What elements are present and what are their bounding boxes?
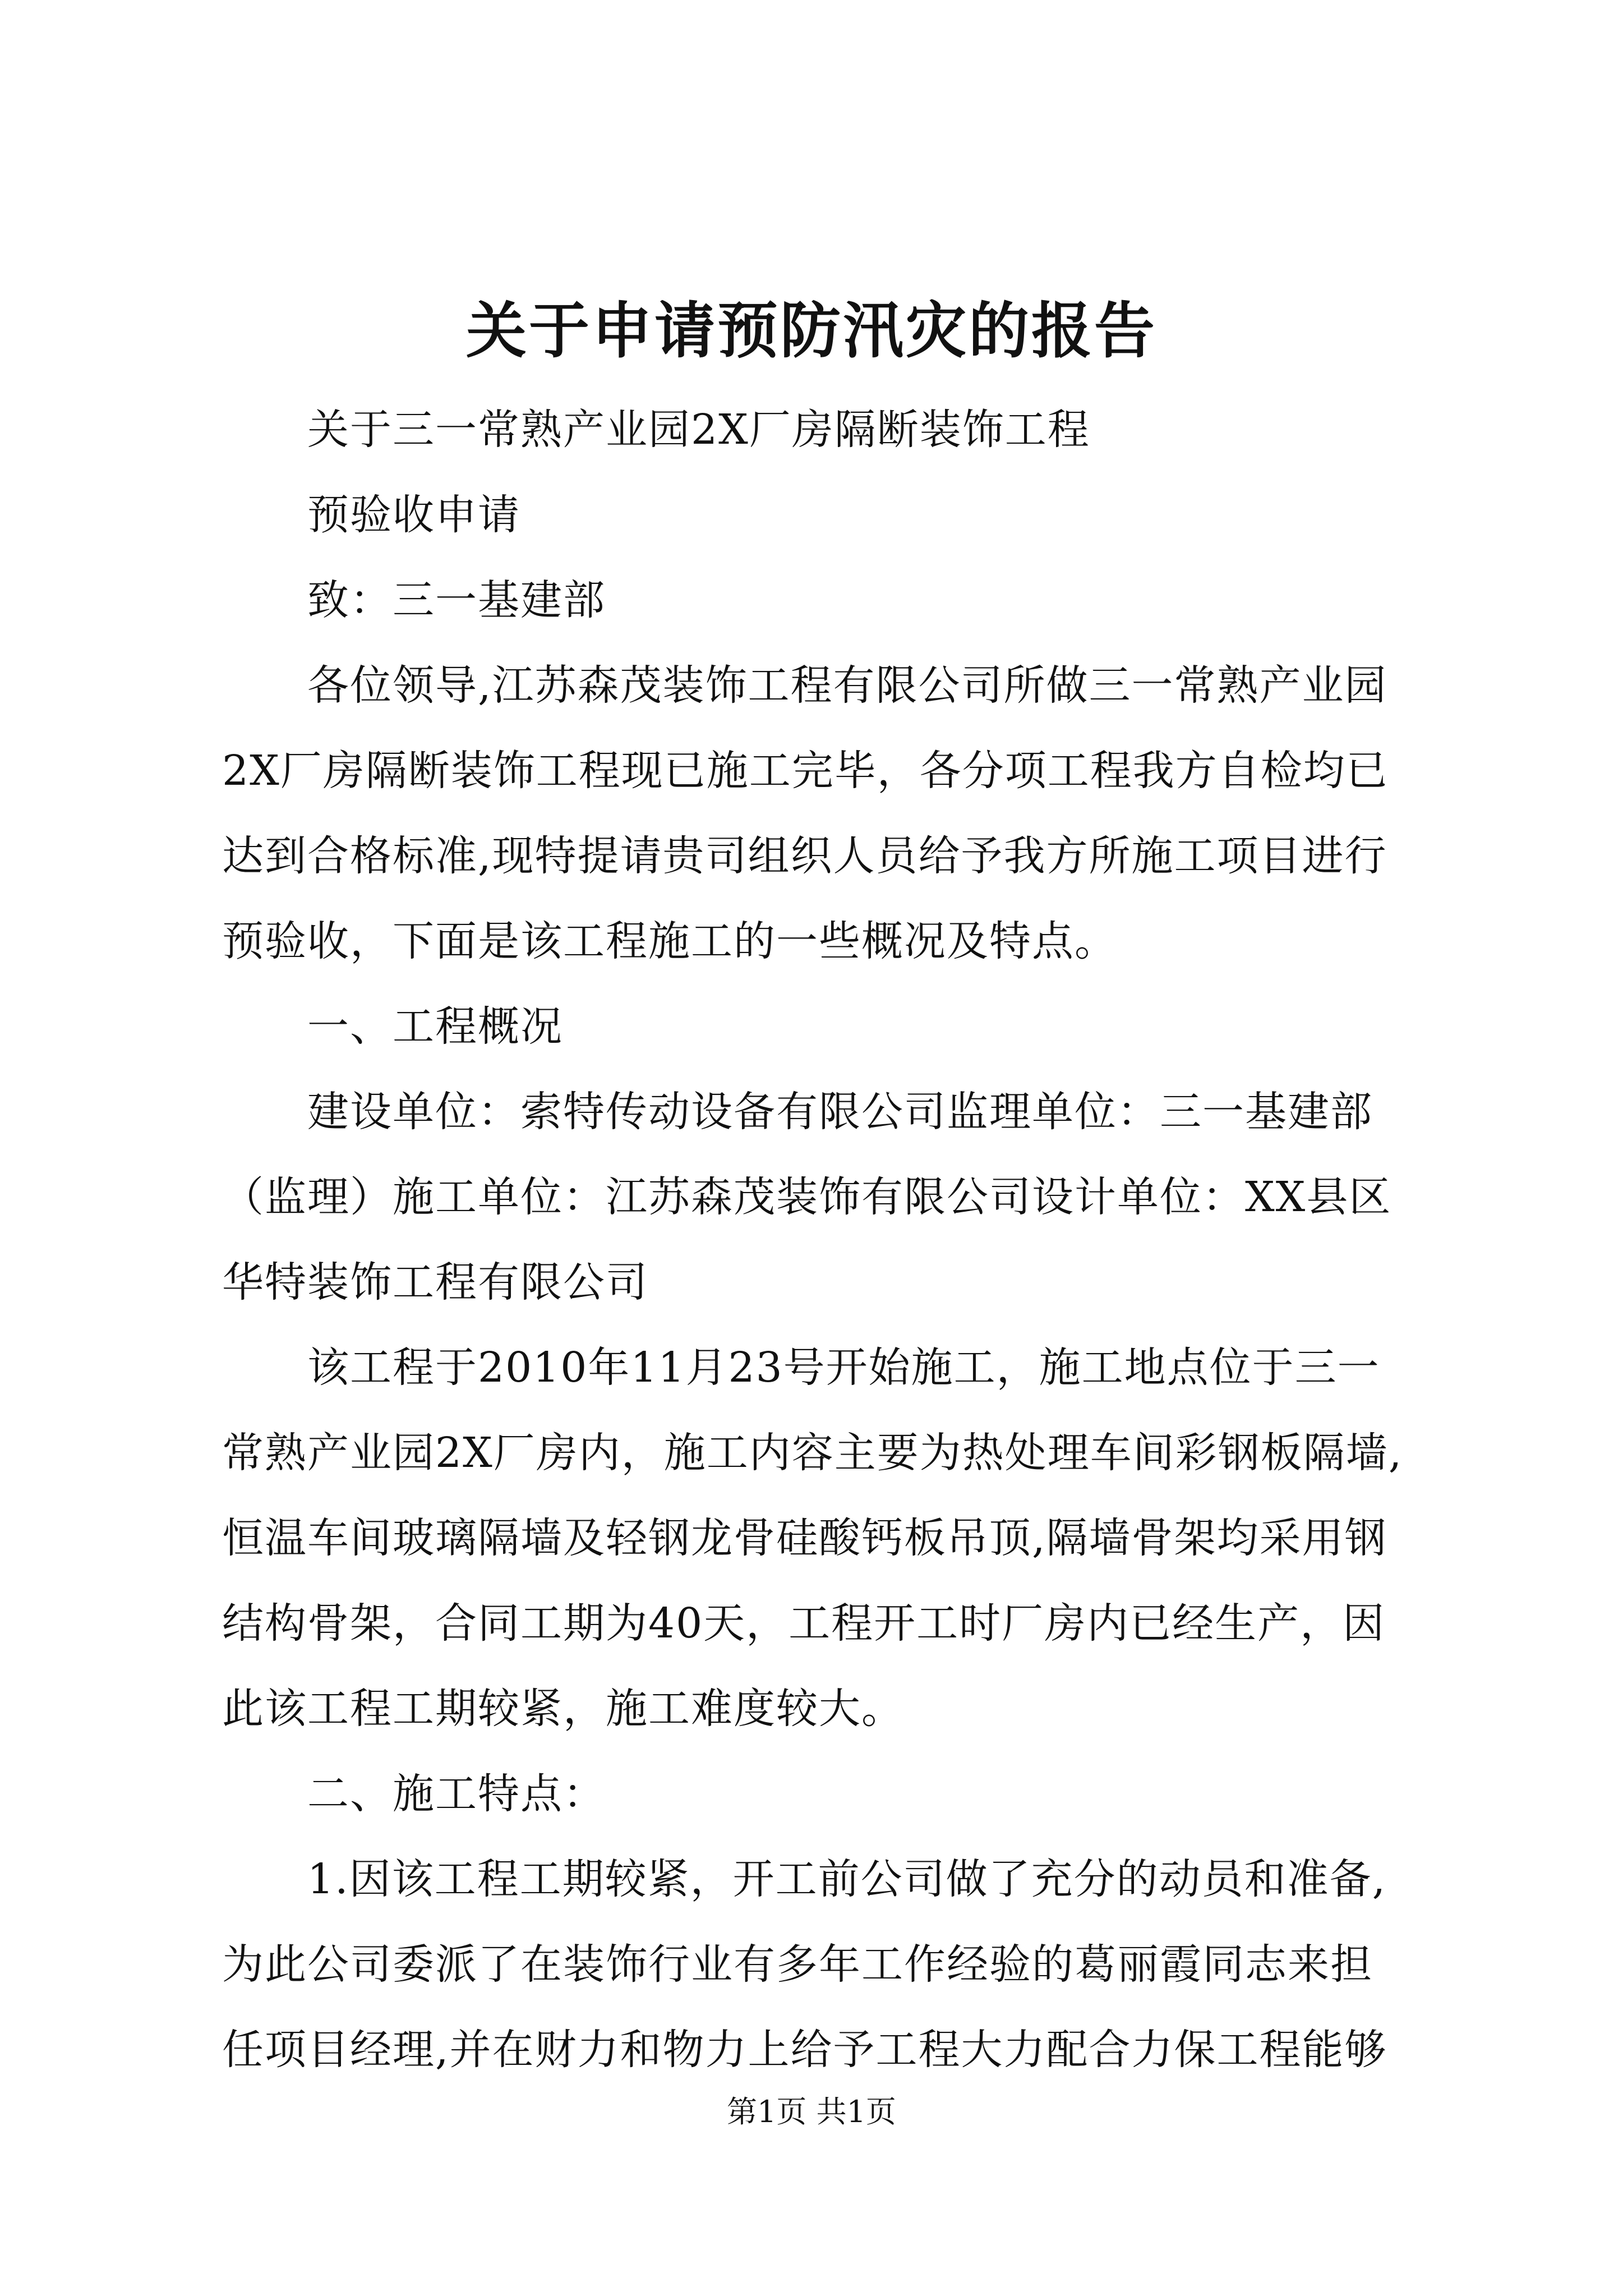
paragraph-line: 1.因该工程工期较紧，开工前公司做了充分的动员和准备,	[307, 1855, 1387, 1903]
subject-line-2: 预验收申请	[307, 491, 520, 539]
document-body	[222, 387, 1417, 2092]
subject-line-1: 关于三一常熟产业园2X厂房隔断装饰工程	[307, 406, 1090, 454]
document-title: 关于申请预防汛灾的报告	[465, 296, 1157, 366]
section-heading: 一、工程概况	[307, 1002, 563, 1051]
paragraph-line: 预验收，下面是该工程施工的一些概况及特点。	[222, 917, 1117, 965]
paragraph-line: 为此公司委派了在装饰行业有多年工作经验的葛丽霞同志来担	[222, 1940, 1373, 1989]
paragraph-line: 结构骨架，合同工期为40天，工程开工时厂房内已经生产，因	[222, 1599, 1386, 1648]
section-heading: 二、施工特点：	[307, 1770, 606, 1818]
page-footer: 第1页 共1页	[727, 2094, 896, 2129]
paragraph-line: 该工程于2010年11月23号开始施工，施工地点位于三一	[307, 1343, 1380, 1392]
paragraph-line: 建设单位：索特传动设备有限公司监理单位：三一基建部	[307, 1088, 1373, 1136]
paragraph-line: 达到合格标准,现特提请贵司组织人员给予我方所施工项目进行	[222, 832, 1387, 880]
paragraph-line: 各位领导,江苏森茂装饰工程有限公司所做三一常熟产业园	[307, 661, 1387, 710]
paragraph-line: 此该工程工期较紧，施工难度较大。	[222, 1685, 904, 1733]
paragraph-line: 任项目经理,并在财力和物力上给予工程大力配合力保工程能够	[222, 2026, 1387, 2074]
addressee-line: 致：三一基建部	[307, 576, 606, 624]
paragraph-line: （监理）施工单位：江苏森茂装饰有限公司设计单位：XX县区	[222, 1173, 1392, 1221]
paragraph-line: 恒温车间玻璃隔墙及轻钢龙骨硅酸钙板吊顶,隔墙骨架均采用钢	[222, 1514, 1387, 1562]
paragraph-line: 2X厂房隔断装饰工程现已施工完毕，各分项工程我方自检均已	[222, 747, 1389, 795]
paragraph-line: 华特装饰工程有限公司	[222, 1258, 648, 1306]
paragraph-line: 常熟产业园2X厂房内，施工内容主要为热处理车间彩钢板隔墙,	[222, 1429, 1403, 1477]
